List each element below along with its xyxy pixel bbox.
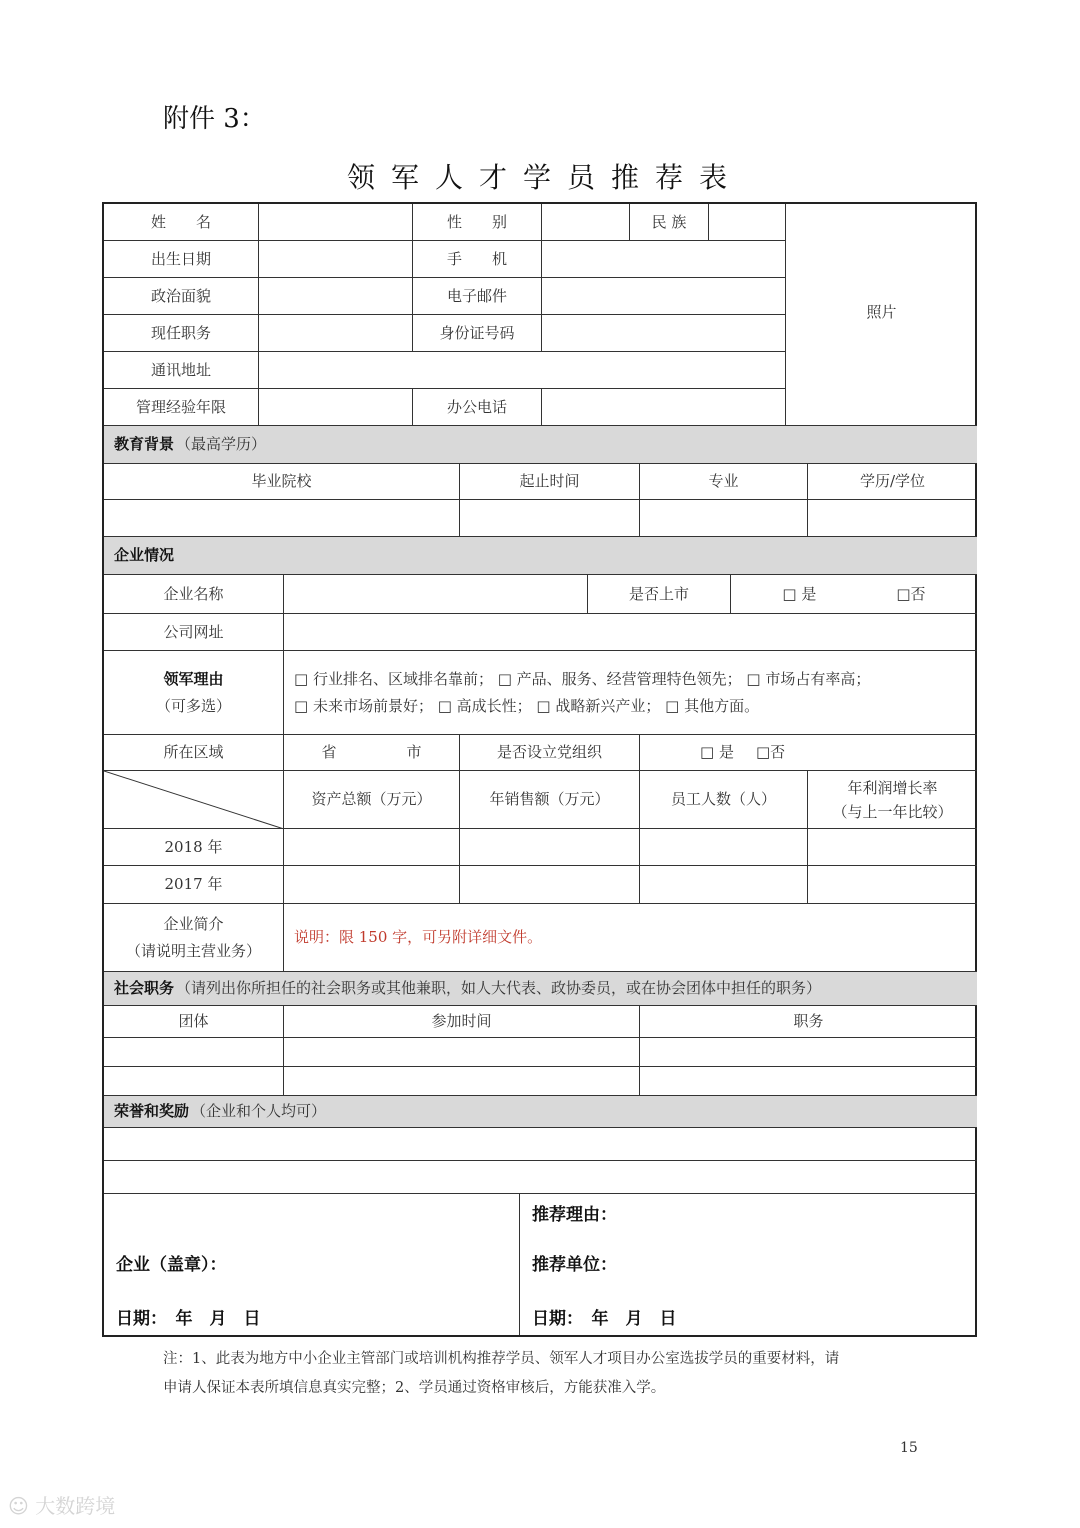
field-2018-growth[interactable] bbox=[808, 829, 977, 866]
field-position[interactable] bbox=[259, 315, 413, 352]
lead-reason-note: （可多选） bbox=[155, 696, 231, 715]
label-ethnic: 民 族 bbox=[630, 204, 709, 241]
social-header-time: 参加时间 bbox=[284, 1006, 640, 1038]
field-company-intro[interactable] bbox=[284, 904, 977, 972]
watermark-text: 大数跨境 bbox=[35, 1494, 116, 1518]
field-birth[interactable] bbox=[259, 241, 413, 278]
honors-note: （企业和个人均可） bbox=[191, 1102, 327, 1120]
intro-label: 企业简介 bbox=[163, 914, 224, 933]
social-field-group-1[interactable] bbox=[104, 1038, 284, 1067]
social-note: （请列出你所担任的社会职务或其他兼职，如人大代表、政协委员，或在协会团体中担任的职务） bbox=[176, 979, 822, 997]
watermark bbox=[8, 1490, 115, 1519]
edu-field-school[interactable] bbox=[104, 500, 460, 537]
label-gender: 性 别 bbox=[413, 204, 542, 241]
label-party: 是否设立党组织 bbox=[460, 735, 640, 771]
education-title: 教育背景 bbox=[114, 435, 175, 453]
page-number: 15 bbox=[900, 1440, 918, 1456]
education-note: （最高学历） bbox=[176, 435, 267, 453]
lead-reason-line-2[interactable]: □ 未来市场前景好； □ 高成长性； □ 战略新兴产业； □ 其他方面。 bbox=[294, 696, 760, 715]
label-birth: 出生日期 bbox=[104, 241, 259, 278]
company-seal-label: 企业（盖章）： bbox=[116, 1255, 227, 1275]
social-section-header bbox=[104, 972, 977, 1006]
growth-note: （与上一年比较） bbox=[832, 802, 953, 821]
social-field-time-1[interactable] bbox=[284, 1038, 640, 1067]
field-2018-sales[interactable] bbox=[460, 829, 640, 866]
edu-header-degree: 学历/学位 bbox=[808, 464, 977, 500]
form-title: 领军人才学员推荐表 bbox=[346, 161, 743, 194]
honors-section-header bbox=[104, 1096, 977, 1128]
lead-reason-line-1[interactable]: □ 行业排名、区域排名靠前； □ 产品、服务、经营管理特色领先； □ 市场占有率高； bbox=[294, 669, 871, 688]
field-gender[interactable] bbox=[542, 204, 630, 241]
field-2018-assets[interactable] bbox=[284, 829, 460, 866]
field-company-name[interactable] bbox=[284, 575, 588, 614]
social-field-group-2[interactable] bbox=[104, 1067, 284, 1096]
edu-header-school: 毕业院校 bbox=[104, 464, 460, 500]
field-address[interactable] bbox=[259, 352, 786, 389]
social-header-role: 职务 bbox=[640, 1006, 977, 1038]
field-political[interactable] bbox=[259, 278, 413, 315]
honors-field-2[interactable] bbox=[104, 1161, 977, 1194]
label-id-number: 身份证号码 bbox=[413, 315, 542, 352]
header-employees: 员工人数（人） bbox=[640, 771, 808, 829]
label-region: 所在区域 bbox=[104, 735, 284, 771]
field-2017-sales[interactable] bbox=[460, 866, 640, 904]
field-ethnic[interactable] bbox=[709, 204, 786, 241]
label-address: 通讯地址 bbox=[104, 352, 259, 389]
header-growth bbox=[808, 771, 977, 829]
label-political: 政治面貌 bbox=[104, 278, 259, 315]
honors-field-1[interactable] bbox=[104, 1128, 977, 1161]
photo-box[interactable] bbox=[786, 204, 977, 426]
label-office-phone: 办公电话 bbox=[413, 389, 542, 426]
education-section-header bbox=[104, 426, 977, 464]
field-office-phone[interactable] bbox=[542, 389, 786, 426]
recommend-unit-label: 推荐单位： bbox=[532, 1255, 617, 1275]
edu-header-period: 起止时间 bbox=[460, 464, 640, 500]
social-field-role-1[interactable] bbox=[640, 1038, 977, 1067]
lead-reason-options[interactable] bbox=[284, 651, 977, 735]
label-company-name: 企业名称 bbox=[104, 575, 284, 614]
company-title: 企业情况 bbox=[114, 546, 175, 564]
social-field-role-2[interactable] bbox=[640, 1067, 977, 1096]
growth-label: 年利润增长率 bbox=[847, 778, 938, 797]
listed-options bbox=[731, 575, 977, 614]
party-options bbox=[640, 735, 977, 771]
field-2017-growth[interactable] bbox=[808, 866, 977, 904]
label-email: 电子邮件 bbox=[413, 278, 542, 315]
footnote bbox=[163, 1345, 923, 1403]
edu-field-major[interactable] bbox=[640, 500, 808, 537]
watermark-logo-icon: ☺ bbox=[8, 1494, 29, 1518]
field-id-number[interactable] bbox=[542, 315, 786, 352]
edu-field-period[interactable] bbox=[460, 500, 640, 537]
label-company-intro bbox=[104, 904, 284, 972]
footnote-line-1: 注：1、此表为地方中小企业主管部门或培训机构推荐学员、领军人才项目办公室选拔学员的重要材料，请 bbox=[163, 1351, 840, 1367]
intro-hint: 说明：限 150 字，可另附详细文件。 bbox=[294, 928, 543, 946]
label-mgmt-years: 管理经验年限 bbox=[104, 389, 259, 426]
field-region[interactable] bbox=[284, 735, 460, 771]
field-2017-employees[interactable] bbox=[640, 866, 808, 904]
social-header-group: 团体 bbox=[104, 1006, 284, 1038]
field-2017-assets[interactable] bbox=[284, 866, 460, 904]
honors-title: 荣誉和奖励 bbox=[114, 1102, 190, 1120]
label-lead-reason bbox=[104, 651, 284, 735]
label-website: 公司网址 bbox=[104, 614, 284, 651]
field-name[interactable] bbox=[259, 204, 413, 241]
field-website[interactable] bbox=[284, 614, 977, 651]
province-label: 省 bbox=[321, 743, 337, 761]
party-no-checkbox[interactable]: □否 bbox=[755, 743, 786, 761]
listed-no-checkbox[interactable]: □否 bbox=[896, 584, 926, 603]
intro-note: （请说明主营业务） bbox=[125, 941, 261, 960]
label-year-2018: 2018 年 bbox=[104, 829, 284, 866]
attachment-label: 附件 3： bbox=[163, 104, 266, 134]
diagonal-header-cell bbox=[104, 771, 284, 829]
company-section-header bbox=[104, 537, 977, 575]
label-mobile: 手 机 bbox=[413, 241, 542, 278]
social-title: 社会职务 bbox=[114, 979, 175, 997]
header-sales: 年销售额（万元） bbox=[460, 771, 640, 829]
label-position: 现任职务 bbox=[104, 315, 259, 352]
recommend-reason-label: 推荐理由： bbox=[532, 1205, 617, 1225]
footnote-line-2: 申请人保证本表所填信息真实完整；2、学员通过资格审核后，方能获准入学。 bbox=[163, 1380, 666, 1396]
field-mobile[interactable] bbox=[542, 241, 786, 278]
header-assets: 资产总额（万元） bbox=[284, 771, 460, 829]
city-label: 市 bbox=[406, 743, 422, 761]
field-mgmt-years[interactable] bbox=[259, 389, 413, 426]
listed-yes-checkbox[interactable]: □ 是 bbox=[782, 584, 817, 603]
label-year-2017: 2017 年 bbox=[104, 866, 284, 904]
lead-reason-title: 领军理由 bbox=[163, 669, 224, 688]
edu-header-major: 专业 bbox=[640, 464, 808, 500]
recommendation-form bbox=[102, 202, 977, 1337]
field-2018-employees[interactable] bbox=[640, 829, 808, 866]
party-yes-checkbox[interactable]: □ 是 bbox=[700, 743, 734, 761]
diagonal-line bbox=[104, 771, 284, 829]
label-name: 姓 名 bbox=[104, 204, 259, 241]
date-left-label: 日期： 年 月 日 bbox=[116, 1309, 261, 1329]
label-listed: 是否上市 bbox=[588, 575, 731, 614]
date-right-label: 日期： 年 月 日 bbox=[532, 1309, 677, 1329]
photo-label: 照片 bbox=[866, 303, 897, 321]
field-email[interactable] bbox=[542, 278, 786, 315]
social-field-time-2[interactable] bbox=[284, 1067, 640, 1096]
edu-field-degree[interactable] bbox=[808, 500, 977, 537]
